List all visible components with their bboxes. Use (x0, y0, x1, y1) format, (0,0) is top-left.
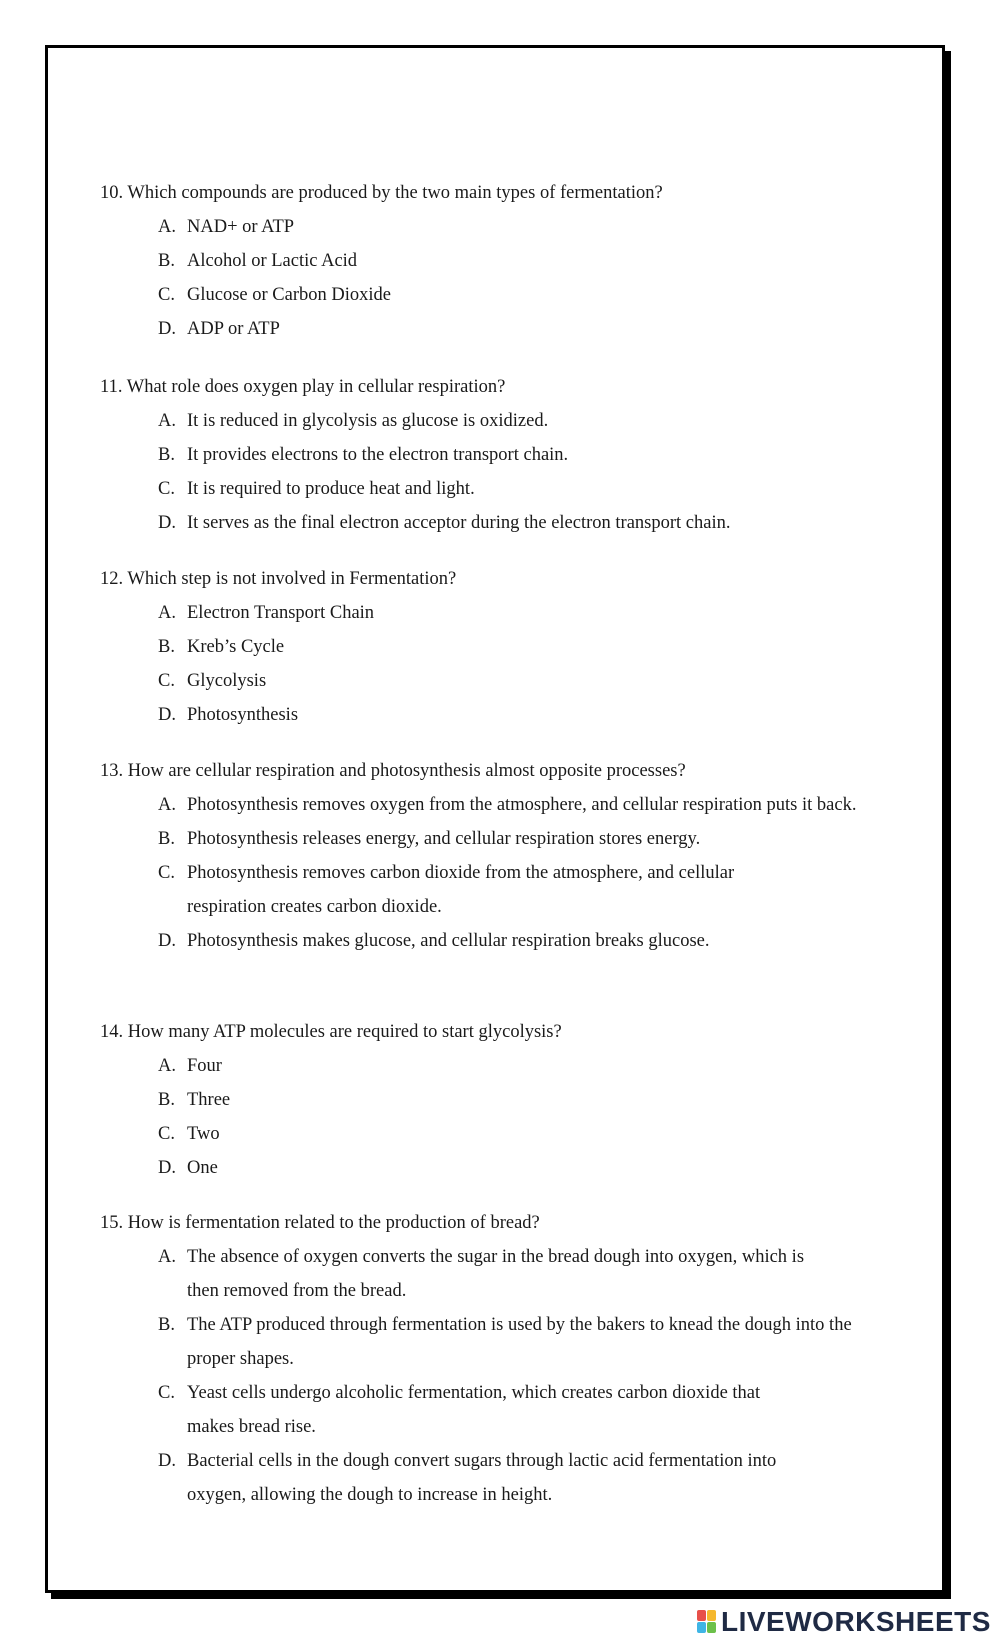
option-text: Photosynthesis removes carbon dioxide from the atmosphere, and cellular respiration creates carbon dioxide. (187, 863, 735, 917)
option-text: Three (187, 1090, 231, 1110)
option-d[interactable] (158, 1151, 880, 1185)
option-d[interactable] (158, 506, 880, 540)
option-letter: A. (158, 603, 176, 623)
question-14 (100, 1015, 880, 1185)
option-b[interactable] (158, 438, 880, 472)
option-list (100, 210, 880, 346)
option-text: NAD+ or ATP (187, 217, 295, 237)
option-letter: A. (158, 217, 176, 237)
option-d[interactable] (158, 924, 880, 958)
option-text: Two (187, 1124, 220, 1144)
option-letter: B. (158, 637, 175, 657)
option-text: Glucose or Carbon Dioxide (187, 285, 391, 305)
question-text: 14. How many ATP molecules are required to start glycolysis? (100, 1022, 562, 1042)
option-list (100, 788, 880, 958)
option-a[interactable] (158, 404, 880, 438)
option-letter: C. (158, 671, 175, 691)
option-text: It is reduced in glycolysis as glucose is oxidized. (187, 411, 549, 431)
option-c[interactable] (158, 1376, 880, 1444)
option-b[interactable] (158, 1308, 880, 1376)
option-letter: A. (158, 1056, 176, 1076)
option-text: Photosynthesis (187, 705, 299, 725)
option-text: The ATP produced through fermentation is used by the bakers to knead the dough into the proper shapes. (187, 1315, 852, 1369)
option-text: Electron Transport Chain (187, 603, 375, 623)
option-c[interactable] (158, 856, 880, 924)
option-text: Four (187, 1056, 222, 1076)
option-text: The absence of oxygen converts the sugar in the bread dough into oxygen, which is then removed from the bread. (187, 1247, 805, 1301)
question-text: 11. What role does oxygen play in cellular respiration? (100, 377, 506, 397)
option-text: Kreb’s Cycle (187, 637, 285, 657)
option-letter: A. (158, 1247, 176, 1267)
question-15 (100, 1206, 880, 1512)
question-text: 10. Which compounds are produced by the two main types of fermentation? (100, 183, 663, 203)
option-letter: C. (158, 1124, 175, 1144)
logo-blocks-icon (697, 1610, 717, 1634)
option-a[interactable] (158, 1240, 880, 1308)
option-letter: B. (158, 829, 175, 849)
option-text: One (187, 1158, 218, 1178)
option-text: Glycolysis (187, 671, 267, 691)
option-c[interactable] (158, 472, 880, 506)
question-text: 12. Which step is not involved in Fermentation? (100, 569, 457, 589)
option-letter: B. (158, 251, 175, 271)
option-letter: D. (158, 513, 176, 533)
option-d[interactable] (158, 1444, 880, 1512)
option-text: Photosynthesis releases energy, and cellular respiration stores energy. (187, 829, 701, 849)
option-a[interactable] (158, 210, 880, 244)
question-text: 15. How is fermentation related to the production of bread? (100, 1213, 540, 1233)
question-10 (100, 176, 880, 346)
option-d[interactable] (158, 698, 880, 732)
option-letter: C. (158, 479, 175, 499)
option-text: It provides electrons to the electron transport chain. (187, 445, 569, 465)
liveworksheets-logo[interactable] (697, 1606, 991, 1638)
option-text: Bacterial cells in the dough convert sugars through lactic acid fermentation into oxygen, allowing the dough to increase in height. (187, 1451, 777, 1505)
option-text: Yeast cells undergo alcoholic fermentation, which creates carbon dioxide that makes bread rise. (187, 1383, 761, 1437)
option-c[interactable] (158, 278, 880, 312)
option-text: It serves as the final electron acceptor during the electron transport chain. (187, 513, 731, 533)
option-list (100, 1240, 880, 1512)
option-text: It is required to produce heat and light. (187, 479, 475, 499)
option-list (100, 596, 880, 732)
option-text: Photosynthesis makes glucose, and cellular respiration breaks glucose. (187, 931, 710, 951)
logo-text: LIVEWORKSHEETS (721, 1606, 991, 1637)
option-a[interactable] (158, 788, 880, 822)
option-letter: D. (158, 1158, 176, 1178)
option-text: ADP or ATP (187, 319, 280, 339)
option-a[interactable] (158, 596, 880, 630)
question-13 (100, 754, 880, 958)
option-b[interactable] (158, 822, 880, 856)
option-text: Alcohol or Lactic Acid (187, 251, 358, 271)
option-letter: D. (158, 705, 176, 725)
option-c[interactable] (158, 664, 880, 698)
option-list (100, 404, 880, 540)
option-b[interactable] (158, 244, 880, 278)
option-b[interactable] (158, 1083, 880, 1117)
option-letter: B. (158, 1315, 175, 1335)
option-letter: C. (158, 863, 175, 883)
option-list (100, 1049, 880, 1185)
option-text: Photosynthesis removes oxygen from the atmosphere, and cellular respiration puts it back. (187, 795, 857, 815)
question-11 (100, 370, 880, 540)
option-letter: C. (158, 285, 175, 305)
option-a[interactable] (158, 1049, 880, 1083)
option-letter: B. (158, 445, 175, 465)
option-letter: B. (158, 1090, 175, 1110)
question-text: 13. How are cellular respiration and photosynthesis almost opposite processes? (100, 761, 686, 781)
option-letter: D. (158, 319, 176, 339)
option-letter: A. (158, 795, 176, 815)
option-d[interactable] (158, 312, 880, 346)
option-letter: C. (158, 1383, 175, 1403)
option-letter: D. (158, 1451, 176, 1471)
option-letter: A. (158, 411, 176, 431)
question-12 (100, 562, 880, 732)
option-c[interactable] (158, 1117, 880, 1151)
option-letter: D. (158, 931, 176, 951)
option-b[interactable] (158, 630, 880, 664)
